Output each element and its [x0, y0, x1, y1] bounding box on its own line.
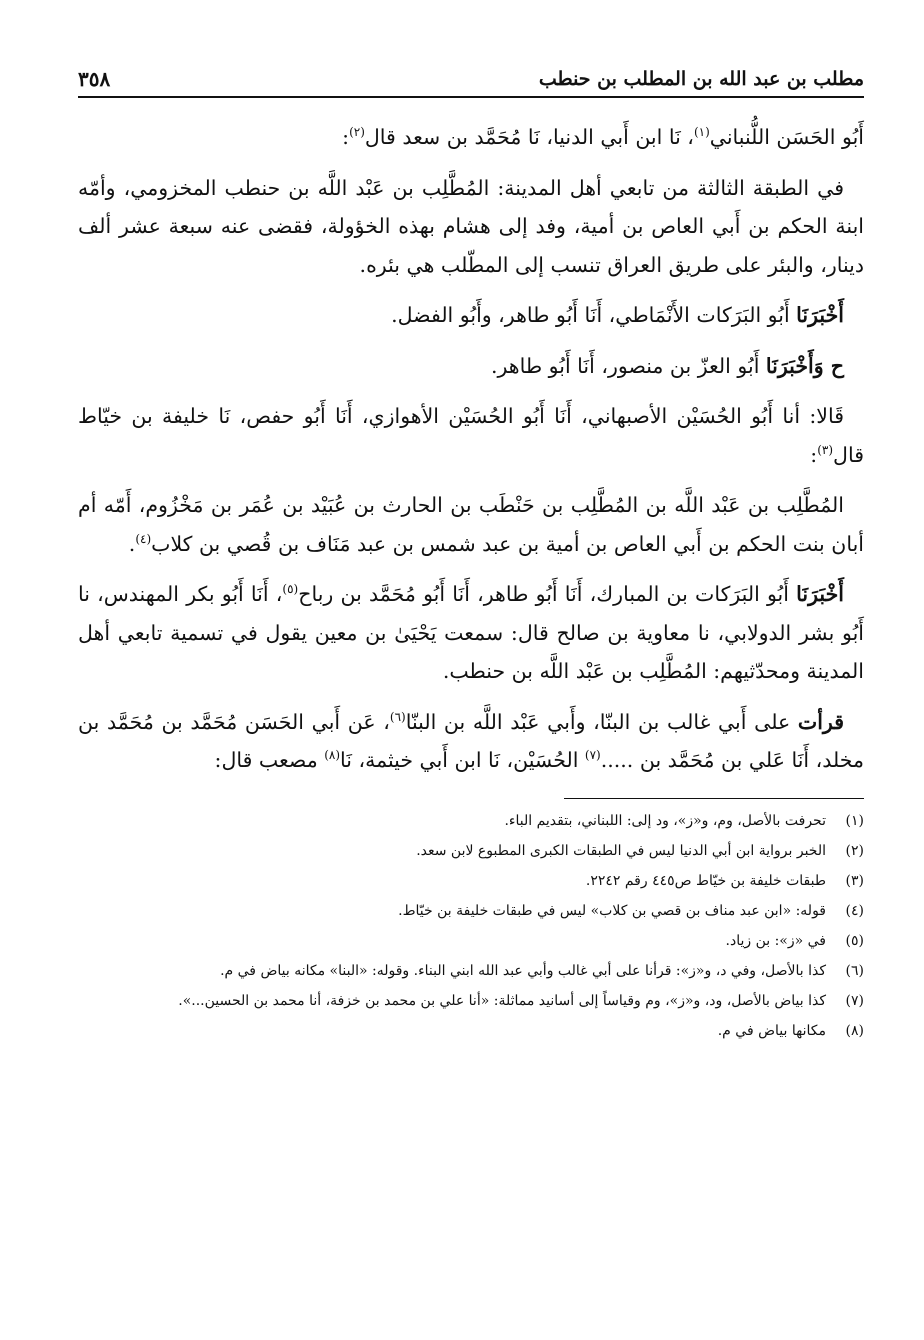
text-segment: أَبُو العزّ بن منصور، أَنَا أَبُو طاهر.: [490, 353, 766, 378]
text-segment: ، عَن أَبي الحَسَن مُحَمَّد بن مُحَمَّد بن مخلد، أَنَا عَلي بن مُحَمَّد بن .....: [78, 709, 864, 772]
footnote-number: (٣): [845, 872, 864, 889]
footnote-ref-4: (٤): [135, 531, 152, 546]
footnote-text: الخبر برواية ابن أبي الدنيا ليس في الطبقات الكبرى المطبوع لابن سعد.: [416, 842, 826, 859]
paragraph-isnad-1: [78, 118, 864, 157]
paragraph-lineage: [78, 486, 864, 563]
text-segment: الحُسَيْن، نَا ابن أَبي خيثمة، نَا: [340, 748, 585, 772]
book-page: [78, 56, 864, 1316]
qaratu-keyword: قرأت: [797, 709, 844, 734]
paragraph-ibn-saad-quote: في الطبقة الثالثة من تابعي أهل المدينة: المُطَّلِب بن عَبْد اللَّه بن حنطب المخزومي، وأمّه ابنة الحكم بن أَبي العاص بن أمية، وفد إلى هشام بهذه الخؤولة، فقضى عنه سبعة عشر ألف دينار، والبئر على طريق العراق تنسب إلى المطّلب هي بئره.: [78, 175, 864, 277]
footnote-text: مكانها بياض في م.: [717, 1022, 826, 1039]
paragraph-isnad-4: [78, 397, 864, 474]
footnote-text: كذا بالأصل، وفي د، و«ز»: قرأنا على أبي غالب وأبي عبد الله ابني البناء. وقوله: «البنا» مكانه بياض في م.: [220, 962, 826, 979]
text-segment: :: [810, 442, 818, 467]
paragraph-isnad-2: [78, 296, 864, 335]
text-segment: مصعب قال:: [214, 748, 325, 772]
footnote-ref-2: (٢): [349, 125, 365, 140]
footnote-number: (٢): [845, 842, 864, 859]
footnote: [78, 959, 864, 983]
footnote-number: (٥): [845, 932, 864, 949]
text-segment: قَالا: أنا أَبُو الحُسَيْن الأصبهاني، أَنَا أَبُو الحُسَيْن الأهوازي، أَنَا أَبُو حفص، نَا خليفة بن خيّاط قال: [78, 404, 864, 467]
text-segment: على أَبي غالب بن البنّا، وأَبي عَبْد اللَّه بن البنّا: [405, 709, 798, 734]
text-segment: المُطَّلِب بن عَبْد اللَّه بن المُطَّلِب بن حَنْطَب بن الحارث بن عُبَيْد بن عُمَر بن مَخْزُوم، أَمّه أم أبان بنت الحكم بن أَبي العاص بن أمية بن عبد شمس بن عبد مَنَاف بن قُصي بن كلاب: [78, 493, 864, 556]
footnote-ref-7: (٧): [584, 748, 601, 763]
paragraph-isnad-3: [78, 347, 864, 386]
footnote-text: في «ز»: بن زياد.: [725, 932, 826, 949]
text-segment: ، أَنَا أَبُو بكر المهندس، نا أَبُو بشر الدولابي، نا معاوية بن صالح قال: سمعت يَحْيَىٰ بن معين يقول في تسمية تابعي أهل المدينة ومحدّثيهم: المُطَّلِب بن عَبْد اللَّه بن حنطب.: [78, 582, 864, 683]
akhbarana-keyword: ح وَأَخْبَرَنَا: [765, 353, 844, 378]
paragraph-isnad-5: [78, 575, 864, 691]
footnote-ref-5: (٥): [282, 582, 299, 597]
akhbarana-keyword: أَخْبَرَنَا: [796, 582, 844, 606]
text-segment: :: [342, 125, 350, 149]
footnote-divider: [564, 798, 864, 799]
footnote-ref-1: (١): [693, 125, 710, 140]
main-text: [78, 118, 864, 780]
text-segment: أَبُو البَرَكات بن المبارك، أَنَا أَبُو طاهر، أَنَا أَبُو مُحَمَّد بن رباح: [298, 582, 797, 606]
footnote-number: (٧): [845, 992, 864, 1009]
text-segment: ، نَا ابن أَبي الدنيا، نَا مُحَمَّد بن سعد قال: [364, 125, 694, 149]
footnote-text: قوله: «ابن عبد مناف بن قصي بن كلاب» ليس في طبقات خليفة بن خيّاط.: [398, 902, 826, 919]
akhbarana-keyword: أَخْبَرَنَا: [796, 303, 844, 327]
page-number: ٣٥٨: [78, 67, 111, 91]
footnote-number: (٤): [845, 902, 864, 919]
footnote: [78, 1019, 864, 1043]
footnote-number: (٦): [845, 962, 864, 979]
text-segment: .: [128, 531, 136, 556]
footnote: [78, 809, 864, 833]
footnote-text: تحرفت بالأصل، وم، و«ز»، ود إلى: اللبناني، بتقديم الباء.: [504, 812, 826, 829]
footnote-ref-8: (٨): [324, 748, 341, 763]
footnote-text: كذا بياض بالأصل، ود، و«ز»، وم وقياساً إلى أسانيد مماثلة: «أنا علي بن محمد بن خزفة، أنا محمد بن الحسين...».: [178, 992, 826, 1009]
footnote: [78, 929, 864, 953]
footnote: [78, 899, 864, 923]
footnote: [78, 869, 864, 893]
footnote-number: (١): [845, 812, 864, 829]
footnote: [78, 839, 864, 863]
running-title: مطلب بن عبد الله بن المطلب بن حنطب: [538, 68, 864, 90]
footnote-ref-6: (٦): [389, 709, 406, 724]
footnote-text: طبقات خليفة بن خيّاط ص٤٤٥ رقم ٢٢٤٢.: [585, 872, 826, 889]
text-segment: أَبُو البَرَكات الأَنْمَاطي، أَنَا أَبُو طاهر، وأَبُو الفضل.: [391, 303, 797, 327]
footnote: [78, 989, 864, 1013]
footnotes: [78, 809, 864, 1043]
text-segment: أَبُو الحَسَن اللُّنباني: [709, 125, 864, 149]
footnote-number: (٨): [845, 1022, 864, 1039]
footnote-ref-3: (٣): [817, 442, 834, 457]
page-header: [78, 56, 864, 98]
paragraph-isnad-6: [78, 703, 864, 780]
